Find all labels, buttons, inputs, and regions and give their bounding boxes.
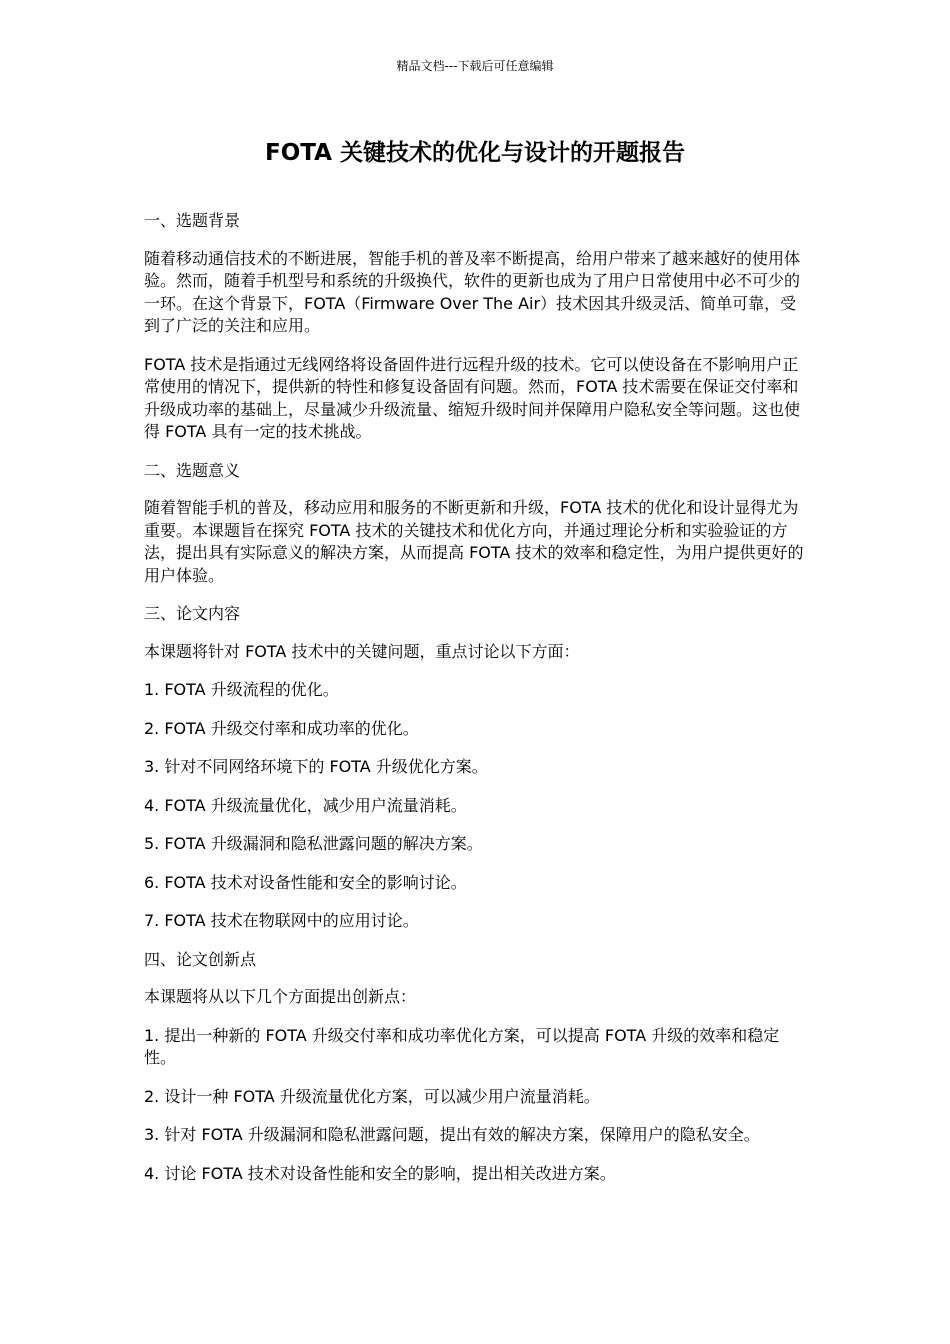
header-note: 精品文档---下载后可任意编辑: [396, 59, 554, 73]
list-item: 2. FOTA 升级交付率和成功率的优化。: [144, 718, 419, 738]
list-item: 2. 设计一种 FOTA 升级流量优化方案，可以减少用户流量消耗。: [144, 1086, 600, 1106]
list-item: 3. 针对不同网络环境下的 FOTA 升级优化方案。: [144, 757, 488, 776]
section-heading-significance: 二、选题意义: [144, 460, 241, 480]
section-heading-background: 一、选题背景: [144, 211, 241, 230]
list-item: 3. 针对 FOTA 升级漏洞和隐私泄露问题，提出有效的解决方案，保障用户的隐私安全。: [144, 1125, 760, 1144]
list-item: 7. FOTA 技术在物联网中的应用讨论。: [144, 911, 419, 930]
list-item: 4. 讨论 FOTA 技术对设备性能和安全的影响，提出相关改进方案。: [144, 1163, 616, 1183]
section-heading-innovation: 四、论文创新点: [144, 949, 257, 969]
paragraph-content-intro: 本课题将针对 FOTA 技术中的关键问题，重点讨论以下方面：: [144, 641, 580, 661]
list-item: 1. FOTA 升级流程的优化。: [144, 680, 339, 699]
paragraph-background-1: 随着移动通信技术的不断进展，智能手机的普及率不断提高，给用户带来了越来越好的使用体验。然而，随着手机型号和系统的升级换代，软件的更新也成为了用户日常使用中必不可少的一环。在这个背景下，FOTA（Firmware Over The Air）技术因其升级灵活、简单可靠，受到了广泛的关注和应用。: [144, 248, 801, 335]
document-title: FOTA 关键技术的优化与设计的开题报告: [265, 140, 685, 166]
paragraph-significance: 随着智能手机的普及，移动应用和服务的不断更新和升级，FOTA 技术的优化和设计显得尤为重要。本课题旨在探究 FOTA 技术的关键技术和优化方向，并通过理论分析和实验验证的方法，提出具有实际意义的解决方案，从而提高 FOTA 技术的效率和稳定性，为用户提供更好的用户体验。: [144, 498, 804, 585]
list-item: 1. 提出一种新的 FOTA 升级交付率和成功率优化方案，可以提高 FOTA 升级的效率和稳定性。: [144, 1025, 780, 1067]
document-body: [144, 210, 808, 1201]
list-item: 5. FOTA 升级漏洞和隐私泄露问题的解决方案。: [144, 834, 483, 853]
list-item: 4. FOTA 升级流量优化，减少用户流量消耗。: [144, 795, 467, 815]
paragraph-innovation-intro: 本课题将从以下几个方面提出创新点：: [144, 987, 417, 1006]
paragraph-background-2: FOTA 技术是指通过无线网络将设备固件进行远程升级的技术。它可以使设备在不影响用户正常使用的情况下，提供新的特性和修复设备固有问题。然而，FOTA 技术需要在保证交付率和升级成功率的基础上，尽量减少升级流量、缩短升级时间并保障用户隐私安全等问题。这也使得 FOTA 具有一定的技术挑战。: [144, 354, 801, 441]
section-heading-content: 三、论文内容: [144, 604, 241, 623]
list-item: 6. FOTA 技术对设备性能和安全的影响讨论。: [144, 872, 467, 892]
